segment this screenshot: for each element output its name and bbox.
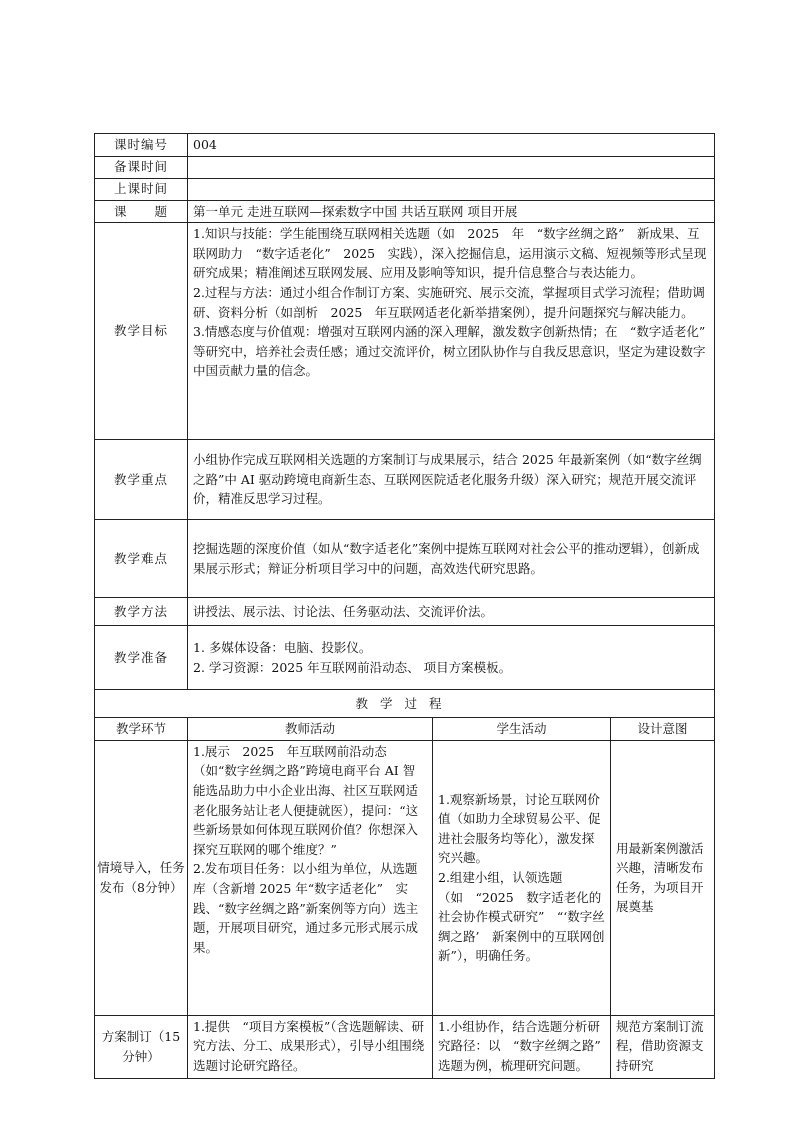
preparation-content (188, 626, 715, 690)
key-points-text: 小组协作完成互联网相关选题的方案制订与成果展示，结合 2025 年最新案例（如“数字丝绸之路”中 AI 驱动跨境电商新生态、互联网医院适老化服务升级）深入研究；规范开展交流评价，精准反思学习过程。 (188, 440, 715, 520)
topic-value: 第一单元 走进互联网—探索数字中国 共话互联网 项目开展 (188, 200, 715, 223)
row-prep-time (95, 156, 715, 178)
difficulties-label: 教学难点 (95, 520, 188, 598)
process-teacher (188, 740, 433, 1015)
objectives-content (188, 223, 718, 440)
col-student-header: 学生活动 (433, 718, 611, 741)
row-difficulties (95, 520, 715, 598)
row-lesson-no (95, 134, 715, 157)
objectives-label: 教学目标 (95, 223, 188, 440)
process-teacher (188, 1015, 433, 1078)
lesson-plan-table (94, 133, 718, 1079)
row-process-header (95, 718, 715, 741)
prep-time-label: 备课时间 (95, 156, 188, 178)
intent-item: 规范方案制订流程，借助资源支持研究 (616, 1018, 704, 1073)
col-stage-header: 教学环节 (95, 718, 188, 741)
student-activity-item: 2.组建小组，认领选题（如 “2025 数字适老化的社会协作模式研究” “‘数字丝绸之路’ 新案例中的互联网创新”），明确任务。 (438, 869, 605, 964)
process-student (433, 1015, 614, 1078)
objective-item: 1.知识与技能：学生能围绕互联网相关选题（如 2025 年 “数字丝绸之路” 新成果、互联网助力 “数字适老化” 2025 实践），深入挖掘信息，运用演示文稿、短视频等形式呈现研究成果；精准阐述互联网发展、应用及影响等知识，提升信息整合与表达能力。 (193, 226, 707, 281)
topic-label: 课 题 (95, 200, 188, 223)
process-student (433, 740, 611, 1015)
class-time-value (188, 178, 715, 200)
preparation-label: 教学准备 (95, 626, 188, 690)
process-intent: 用最新案例激活兴趣，清晰发布任务，为项目开展奠基 (611, 740, 715, 1015)
difficulties-text: 挖掘选题的深度价值（如从“数字适老化”案例中提炼互联网对社会公平的推动逻辑），创新成果展示形式；辩证分析项目学习中的问题，高效迭代研究思路。 (188, 520, 715, 598)
preparation-item: 2. 学习资源：2025 年互联网前沿动态、 项目方案模板。 (193, 659, 512, 675)
row-class-time (95, 178, 715, 200)
key-points-label: 教学重点 (95, 440, 188, 520)
student-activity-item: 1.观察新场景，讨论互联网价值（如助力全球贸易公平、促进社会服务均等化），激发探究兴趣。 (438, 791, 601, 866)
methods-label: 教学方法 (95, 598, 188, 626)
process-intent (611, 1015, 715, 1078)
lesson-plan-sheet (94, 133, 718, 1079)
row-preparation (95, 626, 715, 690)
row-objectives (95, 223, 715, 440)
process-row (95, 1015, 715, 1078)
teacher-activity-item: 1.提供 “项目方案模板”（含选题解读、研究方法、分工、成果形式），引导小组围绕选题讨论研究路径。 (193, 1018, 425, 1073)
prep-time-value (188, 156, 715, 178)
preparation-item: 1. 多媒体设备：电脑、投影仪。 (193, 640, 372, 656)
row-methods (95, 598, 715, 626)
teacher-activity-item: 1.展示 2025 年互联网前沿动态（如“数字丝绸之路”跨境电商平台 AI 智能选品助力中小企业出海、社区互联网适老化服务站让老人便捷就医），提问：“这些新场景如何体现互联网价值？你想深入探究互联网的哪个维度？” (193, 743, 419, 857)
process-row (95, 740, 715, 1015)
student-activity-item: 1.小组协作，结合选题分析研究路径：以 “数字丝绸之路” 选题为例，梳理研究问题。 (438, 1018, 614, 1073)
objective-item: 2.过程与方法：通过小组合作制订方案、实施研究、展示交流，掌握项目式学习流程；借助调研、资料分析（如剖析 2025 年互联网适老化新举措案例），提升问题探究与解决能力。 (193, 284, 705, 320)
process-stage: 方案制订（15分钟） (95, 1015, 188, 1078)
teacher-activity-item: 2.发布项目任务：以小组为单位，从选题库（含新增 2025 年“数字适老化” 实践、“数字丝绸之路”新案例等方向）选主题，开展项目研究，通过多元形式展示成果。 (193, 861, 419, 955)
lesson-no-label: 课时编号 (95, 134, 188, 157)
objective-item: 3.情感态度与价值观：增强对互联网内涵的深入理解，激发数字创新热情；在 “数字适老化” 等研究中，培养社会责任感；通过交流评价，树立团队协作与自我反思意识，坚定为建设数字中国贡献力量的信念。 (193, 324, 718, 379)
methods-text: 讲授法、展示法、讨论法、任务驱动法、交流评价法。 (188, 598, 715, 626)
class-time-label: 上课时间 (95, 178, 188, 200)
process-title: 教学过程 (355, 695, 454, 711)
process-stage: 情境导入，任务发布（8分钟） (95, 740, 188, 1015)
col-teacher-header: 教师活动 (188, 718, 433, 741)
row-process-title (95, 690, 715, 718)
row-topic (95, 200, 715, 223)
col-intent-header: 设计意图 (611, 718, 715, 741)
row-key-points (95, 440, 715, 520)
lesson-no-value: 004 (188, 134, 715, 157)
